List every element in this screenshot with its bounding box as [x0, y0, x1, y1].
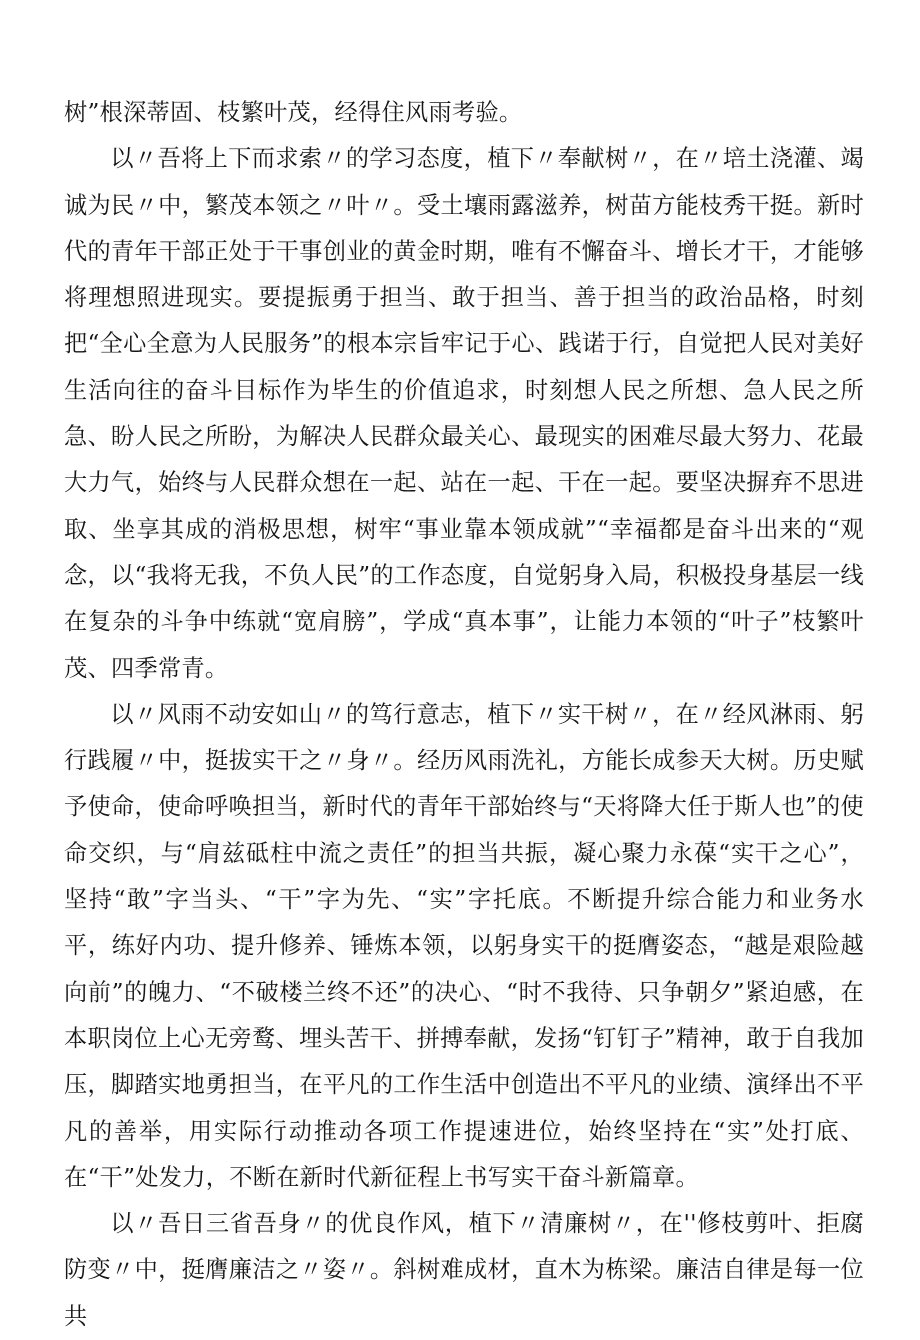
paragraph-practical-tree: 以〃风雨不动安如山〃的笃行意志，植下〃实干树〃，在〃经风淋雨、躬行践履〃中，挺拔实干之〃身〃。经历风雨洗礼，方能长成参天大树。历史赋予使命，使命呼唤担当，新时代的青年干部始终与“天将降大任于斯人也”的使命交织，与“肩兹砥柱中流之责任”的担当共振，凝心聚力永葆“实干之心”，坚持“敢”字当头、“干”字为先、“实”字托底。不断提升综合能力和业务水平，练好内功、提升修养、锤炼本领，以躬身实干的挺膺姿态，“越是艰险越向前”的魄力、“不破楼兰终不还”的决心、“时不我待、只争朝夕”紧迫感，在本职岗位上心无旁鹜、埋头苦干、拼搏奉献，发扬“钉钉子”精神，敢于自我加压，脚踏实地勇担当，在平凡的工作生活中创造出不平凡的业绩、演绎出不平凡的善举，用实际行动推动各项工作提速进位，始终坚持在“实”处打底、在“干”处发力，不断在新时代新征程上书写实干奋斗新篇章。: [64, 700, 864, 1191]
paragraph-integrity-tree: 以〃吾日三省吾身〃的优良作风，植下〃清廉树〃，在''修枝剪叶、拒腐防变〃中，挺膺廉洁之〃姿〃。斜树难成材，直木为栋梁。廉洁自律是每一位共: [64, 1210, 864, 1330]
paragraph-dedication-tree: 以〃吾将上下而求索〃的学习态度，植下〃奉献树〃，在〃培土浇灌、竭诚为民〃中，繁茂本领之〃叶〃。受土壤雨露滋养，树苗方能枝秀干挺。新时代的青年干部正处于干事创业的黄金时期，唯有不懈奋斗、增长才干，才能够将理想照进现实。要提振勇于担当、敢于担当、善于担当的政治品格，时刻把“全心全意为人民服务”的根本宗旨牢记于心、践诺于行，自觉把人民对美好生活向往的奋斗目标作为毕生的价值追求，时刻想人民之所想、急人民之所急、盼人民之所盼，为解决人民群众最关心、最现实的困难尽最大努力、花最大力气，始终与人民群众想在一起、站在一起、干在一起。要坚决摒弃不思进取、坐享其成的消极思想，树牢“事业靠本领成就”“幸福都是奋斗出来的“观念，以“我将无我，不负人民”的工作态度，自觉躬身入局，积极投身基层一线在复杂的斗争中练就“宽肩膀”，学成“真本事”，让能力本领的“叶子”枝繁叶茂、四季常青。: [64, 145, 864, 682]
paragraph-continuation: 树”根深蒂固、枝繁叶茂，经得住风雨考验。: [64, 99, 523, 126]
document-body: [64, 90, 864, 1340]
